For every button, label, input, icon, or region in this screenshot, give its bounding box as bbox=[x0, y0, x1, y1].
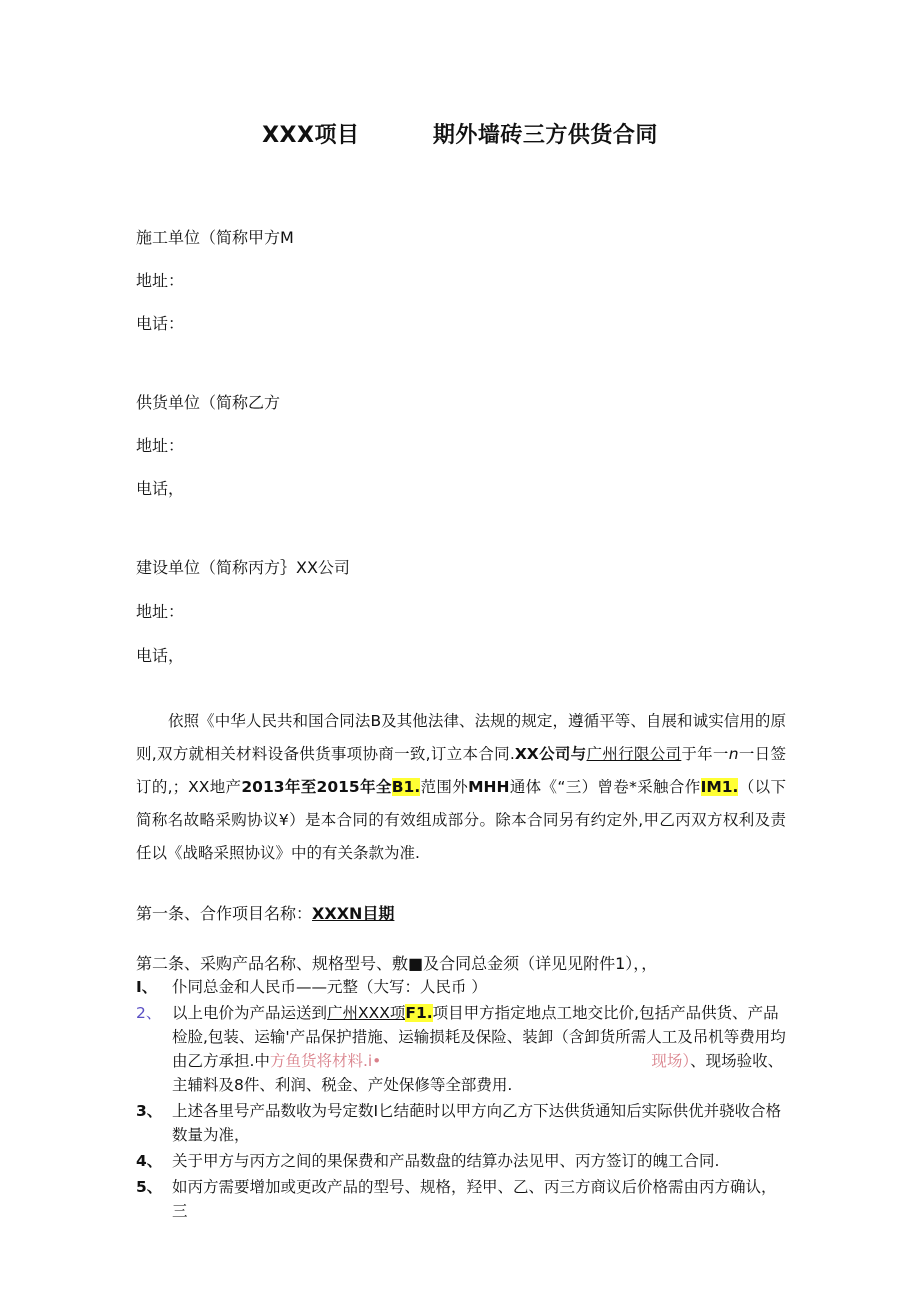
list-item bbox=[136, 1099, 786, 1147]
party-b-label: 供货单位（简称乙方 bbox=[136, 393, 281, 412]
item-2-text-d: 项目甲方指定地点工地交比价,包括产品供货、产品检脸,包装、运输'产品保护措施、运输损耗及保险、装卸（含卸货所需人工及吊机等费用均由乙方承担.中 bbox=[172, 1004, 786, 1070]
preamble-text-6: 一日签订的,；XX地产 bbox=[136, 745, 786, 796]
page-title: XXX项目 期外墙砖三方供货合同 bbox=[262, 123, 658, 148]
party-a-label: 施工单位（简称甲方M bbox=[136, 228, 294, 247]
preamble-highlight-b1: B1. bbox=[391, 778, 421, 796]
list-item bbox=[136, 1175, 786, 1223]
preamble-paragraph bbox=[136, 705, 786, 870]
party-c-label: 建设单位（简称丙方｝XX公司 bbox=[136, 558, 350, 577]
preamble-text-5: n bbox=[728, 745, 739, 763]
article-1-value: XXXN目期 bbox=[312, 904, 395, 923]
preamble-text-2: XX公司与 bbox=[514, 745, 587, 763]
preamble-text-10: MHH bbox=[468, 778, 510, 796]
party-c-phone: 电话， bbox=[136, 646, 185, 665]
preamble-text-13: （以下简称名故略采购协议¥）是本合同的有效组成部分。除本合同另有约定外,甲乙丙双方权利及责任以《战略采照协议》中的有关条款为准. bbox=[136, 778, 786, 862]
preamble-text-4: 于年一 bbox=[681, 745, 729, 763]
item-2-pink-site: 现场） bbox=[651, 1052, 691, 1070]
article-2: 第二条、采购产品名称、规格型号、敷■及合同总金须（详见见附件1），， bbox=[136, 954, 658, 973]
item-2-pink-text: 方鱼货将材料.i• bbox=[269, 1052, 382, 1070]
preamble-company: 广州行限公司 bbox=[586, 745, 682, 763]
list-item bbox=[136, 1001, 786, 1097]
item-text: 仆同总金和人民币——元整（大写：人民币 ） bbox=[172, 978, 487, 996]
item-2-highlight: F1. bbox=[405, 1004, 433, 1022]
item-text: 上述各里号产品数收为号定数I匕结葩时以甲方向乙方下达供货通知后实际供优并骁收合格数量为准， bbox=[172, 1102, 782, 1144]
item-2-text-g: 、现场验收、主辅料及8件、利润、税金、产处保修等全部费用. bbox=[172, 1052, 784, 1094]
article-1-label: 第一条、合作项目名称： bbox=[136, 904, 313, 923]
item-number: 2、 bbox=[136, 1004, 162, 1022]
preamble-highlight-im1: IM1. bbox=[700, 778, 739, 796]
preamble-text-9: 范围外 bbox=[420, 778, 469, 796]
item-text: 关于甲方与丙方之间的果保费和产品数盘的结算办法见甲、丙方签订的魄工合同. bbox=[172, 1152, 720, 1170]
party-a-address: 地址： bbox=[136, 271, 185, 290]
preamble-text-11: 通体《“三）曾卷*采触合作 bbox=[509, 778, 701, 796]
article-1 bbox=[136, 904, 394, 924]
preamble-text-1: 依照《中华人民共和国合同法B及其他法律、法规的规定，遵循平等、自展和诚实信用的原则,双方就相关材料设备供货事项协商一致,订立本合同. bbox=[136, 712, 786, 763]
party-c-address: 地址： bbox=[136, 602, 185, 621]
preamble-years: 2013年至2015年全 bbox=[241, 778, 392, 796]
party-b-phone: 电话， bbox=[136, 479, 185, 498]
party-a-phone: 电话： bbox=[136, 314, 185, 333]
item-number: 3、 bbox=[136, 1102, 163, 1120]
item-2-text-a: 以上电价为产品运送到 bbox=[172, 1004, 328, 1022]
party-b-address: 地址： bbox=[136, 436, 185, 455]
article-2-items bbox=[136, 975, 786, 1225]
list-item bbox=[136, 1149, 786, 1173]
item-2-project: 广州XXX项 bbox=[327, 1004, 406, 1022]
item-number: I、 bbox=[136, 978, 158, 996]
list-item bbox=[136, 975, 786, 999]
item-text: 如丙方需要增加或更改产品的型号、规格，羟甲、乙、丙三方商议后价格需由丙方确认，三 bbox=[172, 1178, 777, 1220]
item-number: 4、 bbox=[136, 1152, 163, 1170]
item-number: 5、 bbox=[136, 1178, 163, 1196]
